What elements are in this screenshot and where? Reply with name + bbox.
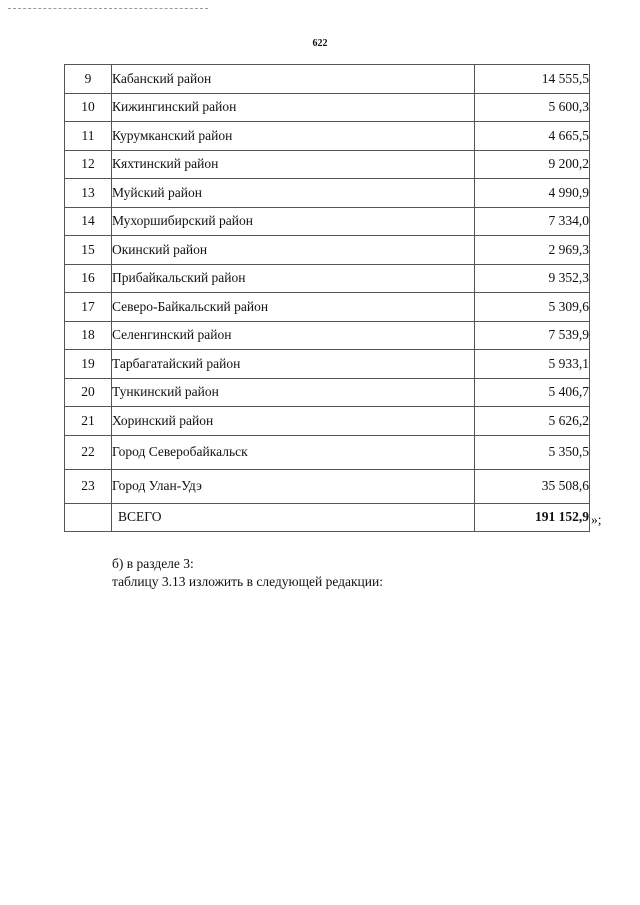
row-number: 17 bbox=[65, 293, 112, 322]
district-value: 5 406,7 bbox=[475, 378, 590, 407]
table-row bbox=[65, 150, 590, 179]
district-value: 9 200,2 bbox=[475, 150, 590, 179]
table-row bbox=[65, 93, 590, 122]
district-value: 5 600,3 bbox=[475, 93, 590, 122]
closing-quote: »; bbox=[591, 512, 602, 527]
total-label: ВСЕГО bbox=[112, 503, 475, 531]
district-value: 2 969,3 bbox=[475, 236, 590, 265]
district-value: 4 665,5 bbox=[475, 122, 590, 151]
row-number: 19 bbox=[65, 350, 112, 379]
district-name: Кяхтинский район bbox=[112, 150, 475, 179]
district-name: Курумканский район bbox=[112, 122, 475, 151]
table-row bbox=[65, 378, 590, 407]
row-number: 21 bbox=[65, 407, 112, 436]
table-row bbox=[65, 207, 590, 236]
district-value: 5 626,2 bbox=[475, 407, 590, 436]
district-name: Муйский район bbox=[112, 179, 475, 208]
table-row bbox=[65, 179, 590, 208]
district-value: 4 990,9 bbox=[475, 179, 590, 208]
table-row bbox=[65, 350, 590, 379]
district-name: Селенгинский район bbox=[112, 321, 475, 350]
district-name: Кабанский район bbox=[112, 65, 475, 94]
total-number-cell bbox=[65, 503, 112, 531]
page-number: 622 bbox=[312, 38, 328, 49]
district-name: Мухоршибирский район bbox=[112, 207, 475, 236]
header-rule bbox=[8, 8, 208, 9]
table-row bbox=[65, 469, 590, 503]
district-value: 5 350,5 bbox=[475, 435, 590, 469]
row-number: 18 bbox=[65, 321, 112, 350]
district-value: 7 334,0 bbox=[475, 207, 590, 236]
row-number: 14 bbox=[65, 207, 112, 236]
row-number: 22 bbox=[65, 435, 112, 469]
district-name: Северо-Байкальский район bbox=[112, 293, 475, 322]
table-row bbox=[65, 293, 590, 322]
total-value: 191 152,9 bbox=[475, 503, 590, 531]
table-row bbox=[65, 321, 590, 350]
table-row bbox=[65, 435, 590, 469]
district-name: Город Северобайкальск bbox=[112, 435, 475, 469]
district-value: 14 555,5 bbox=[475, 65, 590, 94]
row-number: 15 bbox=[65, 236, 112, 265]
district-name: Прибайкальский район bbox=[112, 264, 475, 293]
row-number: 20 bbox=[65, 378, 112, 407]
row-number: 9 bbox=[65, 65, 112, 94]
district-value: 7 539,9 bbox=[475, 321, 590, 350]
district-value: 5 309,6 bbox=[475, 293, 590, 322]
district-name: Окинский район bbox=[112, 236, 475, 265]
district-name: Тарбагатайский район bbox=[112, 350, 475, 379]
row-number: 11 bbox=[65, 122, 112, 151]
table-row bbox=[65, 236, 590, 265]
row-number: 13 bbox=[65, 179, 112, 208]
row-number: 10 bbox=[65, 93, 112, 122]
districts-table bbox=[64, 64, 590, 532]
paragraph-section: б) в разделе 3: bbox=[112, 556, 194, 571]
table-body bbox=[65, 65, 590, 532]
row-number: 23 bbox=[65, 469, 112, 503]
table-row bbox=[65, 264, 590, 293]
table-row bbox=[65, 65, 590, 94]
district-value: 9 352,3 bbox=[475, 264, 590, 293]
table-row bbox=[65, 407, 590, 436]
row-number: 12 bbox=[65, 150, 112, 179]
district-name: Город Улан-Удэ bbox=[112, 469, 475, 503]
district-name: Кижингинский район bbox=[112, 93, 475, 122]
paragraph-instruction: таблицу 3.13 изложить в следующей редакции: bbox=[112, 574, 383, 589]
total-row bbox=[65, 503, 590, 531]
district-name: Тункинский район bbox=[112, 378, 475, 407]
district-value: 35 508,6 bbox=[475, 469, 590, 503]
table-row bbox=[65, 122, 590, 151]
row-number: 16 bbox=[65, 264, 112, 293]
district-name: Хоринский район bbox=[112, 407, 475, 436]
district-value: 5 933,1 bbox=[475, 350, 590, 379]
